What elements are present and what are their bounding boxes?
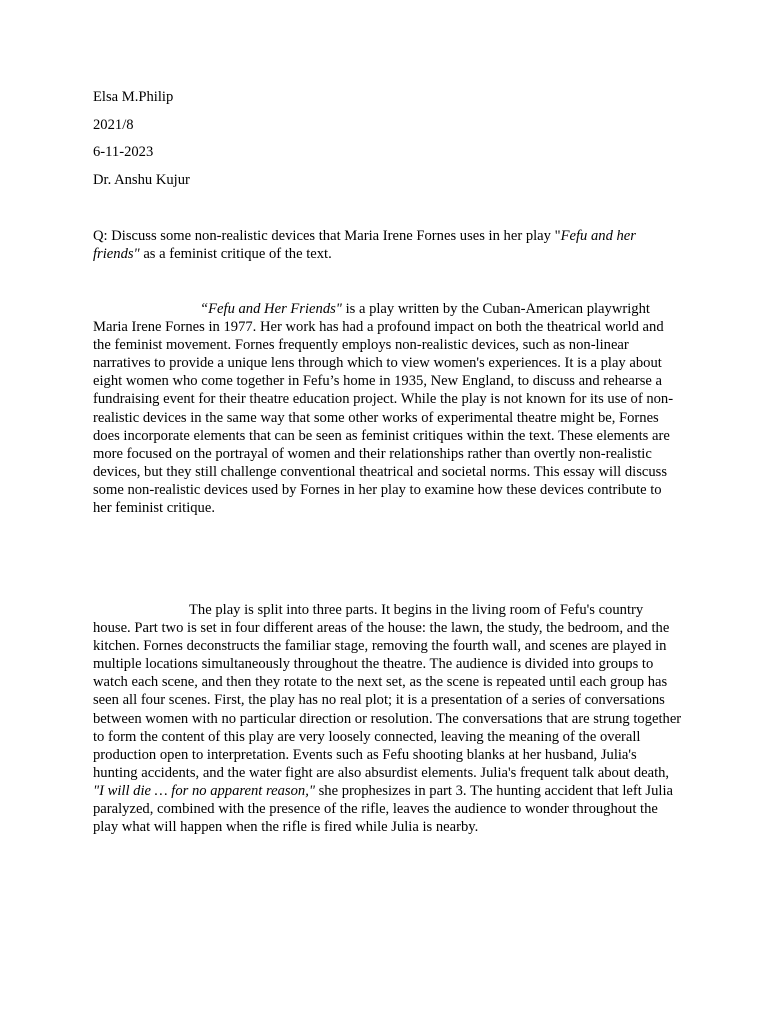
instructor-name: Dr. Anshu Kujur bbox=[93, 172, 190, 188]
paragraph2-text-after: she prophesizes in part 3. The hunting accident that left Julia paralyzed, combined with the presence of the rifle, leaves the audience to wonder throughout the play what will happen when the rifle is fired while Julia is nearby. bbox=[93, 782, 673, 836]
roll-number: 2021/8 bbox=[93, 117, 134, 133]
question-prefix: Q: Discuss some non-realistic devices that Maria Irene Fornes uses in her play " bbox=[93, 228, 561, 244]
question-play-title: Fefu and her friends" bbox=[93, 228, 636, 263]
paragraph1-text: is a play written by the Cuban-American playwright Maria Irene Fornes in 1977. Her work has had a profound impact on both the theatrical world and the feminist movement. Fornes frequently employs non-realistic devices, such as non-linear narratives to provide a unique lens through which to view women's experiences. It is a play about eight women who come together in Fefu’s home in 1935, New England, to discuss and rehearse a fundraising event for their theatre education project. While the play is not known for its use of non-realistic devices in the same way that some other works of experimental theatre might be, Fornes does incorporate elements that can be seen as feminist critiques within the text. These elements are more focused on the portrayal of women and their relationships rather than overtly non-realistic devices, but they still challenge conventional theatrical and societal norms. This essay will discuss some non-realistic devices used by Fornes in her play to examine how these devices contribute to her feminist critique. bbox=[93, 301, 674, 517]
paragraph2-text: The play is split into three parts. It begins in the living room of Fefu's country house. Part two is set in four different areas of the house: the lawn, the study, the bedroom, and the kitchen. Fornes deconstructs the familiar stage, removing the fourth wall, and scenes are played in multiple locations simultaneously throughout the theatre. The audience is divided into groups to watch each scene, and then they rotate to the next set, as the scene is repeated until each group has seen all four scenes. First, the play has no real plot; it is a presentation of a series of conversations between women with no particular direction or resolution. The conversations that are strung together to form the content of this play are very loosely connected, leaving the meaning of the overall production open to interpretation. Events such as Fefu shooting blanks at her husband, Julia's hunting accidents, and the water fight are also absurdist elements. Julia's frequent talk about death, bbox=[93, 602, 682, 781]
paragraph-structure bbox=[93, 601, 683, 836]
question-text bbox=[93, 227, 683, 263]
submission-date: 6-11-2023 bbox=[93, 144, 154, 160]
question-suffix: as a feminist critique of the text. bbox=[139, 246, 332, 263]
paragraph2-quote: "I will die … for no apparent reason," bbox=[93, 782, 315, 799]
author-name: Elsa M.Philip bbox=[93, 89, 174, 105]
paragraph1-play-title: “Fefu and Her Friends" bbox=[200, 301, 342, 317]
paragraph-introduction bbox=[93, 300, 683, 517]
